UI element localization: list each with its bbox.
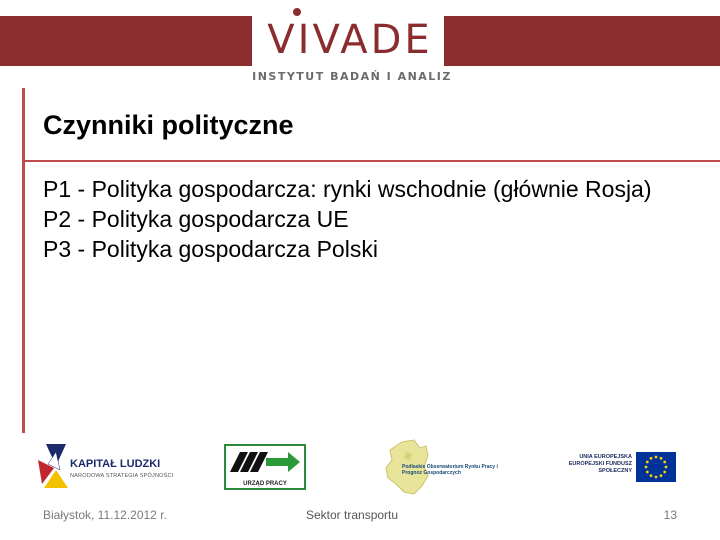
brand-logo-subtitle: INSTYTUT BADAŃ I ANALIZ — [252, 70, 452, 83]
urzad-pracy-label: URZĄD PRACY — [243, 481, 287, 487]
footer-section: Sektor transportu — [306, 508, 399, 522]
bullet-item-p1: P1 - Polityka gospodarcza: rynki wschodnie (głównie Rosja) — [43, 176, 652, 202]
urzad-pracy-icon — [226, 446, 304, 480]
bullet-list — [43, 174, 683, 264]
footer-place-date: Białystok, 11.12.2012 r. — [43, 508, 167, 522]
accent-vertical-line — [22, 88, 25, 433]
page-number: 13 — [663, 508, 677, 522]
sponsor-logos — [0, 436, 720, 498]
bullet-item-p2: P2 - Polityka gospodarcza UE — [43, 206, 349, 232]
eu-label: UNIA EUROPEJSKA EUROPEJSKI FUNDUSZ SPOŁECZNY — [568, 454, 632, 474]
urzad-pracy-logo — [224, 444, 306, 490]
bullet-item-p3: P3 - Polityka gospodarcza Polski — [43, 236, 378, 262]
eu-logo — [540, 442, 680, 492]
brand-logo-text: VIVADE — [267, 17, 433, 63]
kapital-ludzki-icon — [36, 440, 70, 492]
obserwatorium-label: Podlaskie Obserwatorium Rynku Pracy i Prognoz Gospodarczych — [402, 464, 498, 476]
slide-title: Czynniki polityczne — [43, 110, 294, 140]
eu-flag-icon — [636, 452, 676, 482]
obserwatorium-logo — [380, 438, 500, 496]
kapital-ludzki-subtitle: NARODOWA STRATEGIA SPÓJNOŚCI — [70, 473, 174, 479]
kapital-ludzki-title: KAPITAŁ LUDZKI — [70, 458, 161, 470]
kapital-ludzki-logo — [36, 440, 176, 492]
accent-horizontal-line — [22, 160, 720, 162]
